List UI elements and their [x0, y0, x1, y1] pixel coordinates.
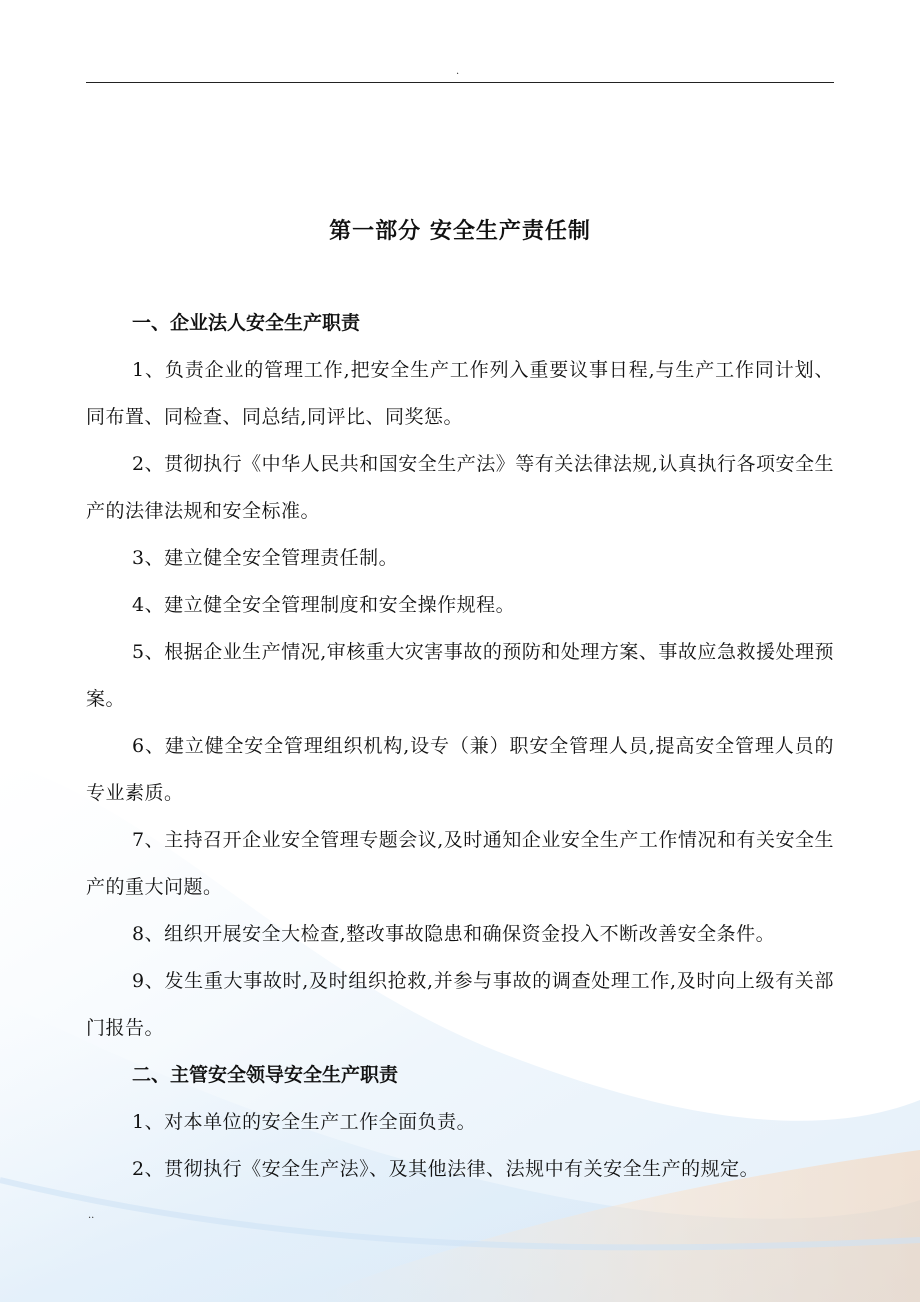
header-rule	[86, 82, 834, 83]
list-item: 9、发生重大事故时,及时组织抢救,并参与事故的调查处理工作,及时向上级有关部门报告。	[86, 970, 834, 1039]
list-item: 5、根据企业生产情况,审核重大灾害事故的预防和处理方案、事故应急救援处理预案。	[86, 641, 834, 710]
header-mark: .	[456, 66, 460, 77]
list-item: 2、贯彻执行《安全生产法》、及其他法律、法规中有关安全生产的规定。	[132, 1158, 760, 1180]
section-heading: 二、主管安全领导安全生产职责	[132, 1064, 399, 1086]
list-item: 1、负责企业的管理工作,把安全生产工作列入重要议事日程,与生产工作同计划、同布置、同检查、同总结,同评比、同奖惩。	[86, 359, 834, 428]
list-item: 1、对本单位的安全生产工作全面负责。	[132, 1111, 477, 1133]
list-item: 6、建立健全安全管理组织机构,设专（兼）职安全管理人员,提高安全管理人员的专业素质。	[86, 735, 834, 804]
list-item: 4、建立健全安全管理制度和安全操作规程。	[132, 594, 516, 616]
list-item: 2、贯彻执行《中华人民共和国安全生产法》等有关法律法规,认真执行各项安全生产的法律法规和安全标准。	[86, 453, 834, 522]
document-body	[86, 300, 834, 1193]
list-item: 8、组织开展安全大检查,整改事故隐患和确保资金投入不断改善安全条件。	[132, 923, 776, 945]
section-heading: 一、企业法人安全生产职责	[132, 312, 361, 334]
list-item: 3、建立健全安全管理责任制。	[132, 547, 399, 569]
document-title: 第一部分 安全生产责任制	[329, 219, 591, 244]
footer-mark: ..	[88, 1210, 95, 1221]
list-item: 7、主持召开企业安全管理专题会议,及时通知企业安全生产工作情况和有关安全生产的重大问题。	[86, 829, 834, 898]
